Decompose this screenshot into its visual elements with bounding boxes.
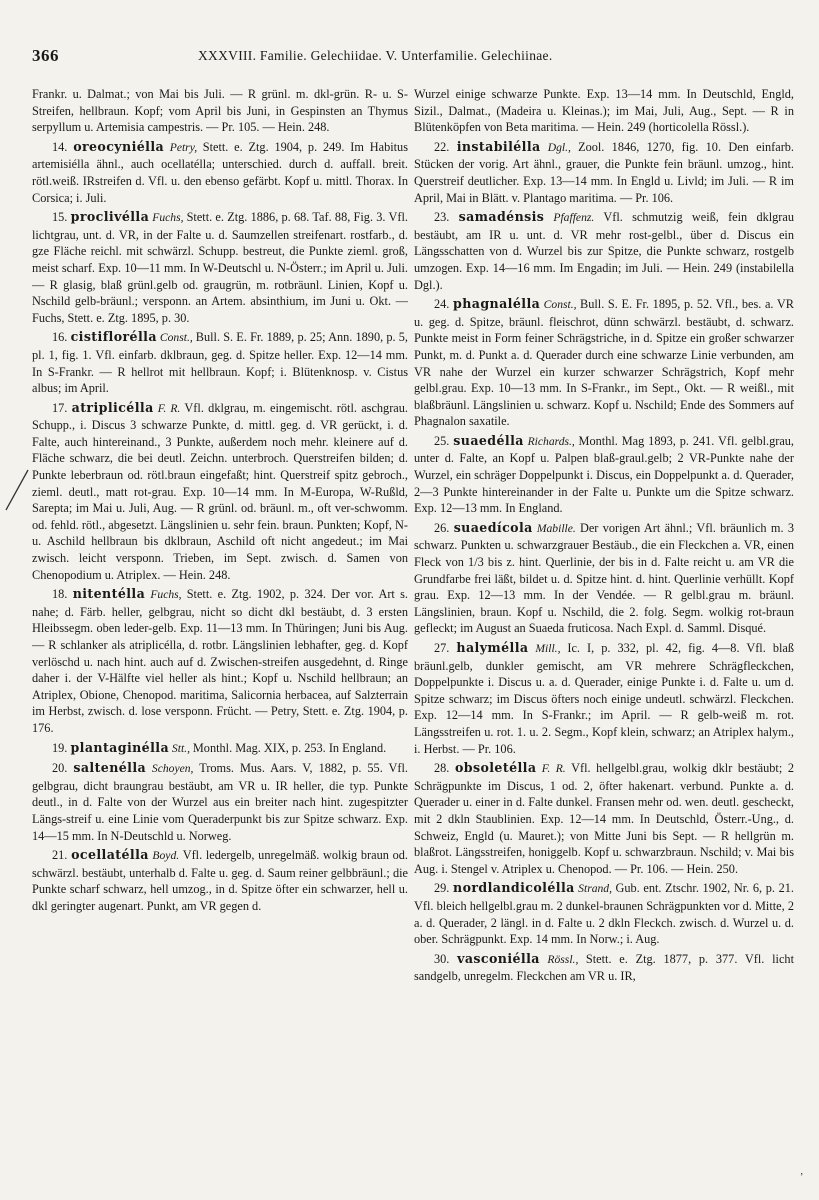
species-name: suaedícola (453, 519, 533, 535)
species-author: Strand, (574, 882, 616, 896)
species-name: nitentélla (72, 586, 146, 602)
entry-number: 27. (434, 641, 457, 655)
running-head: XXXVIII. Familie. Gelechiidae. V. Unterfamilie. Gelechiinae. (198, 48, 553, 63)
species-author: Fuchs, (149, 211, 187, 225)
entry-number: 29. (434, 881, 454, 896)
species-entry (414, 209, 794, 293)
entry-number: 24. (434, 297, 454, 312)
species-author: Dgl., (540, 140, 579, 154)
species-author: F. R. (153, 401, 185, 415)
species-name: halymélla (456, 640, 529, 655)
species-entry (32, 586, 408, 736)
species-author: Richards., (523, 434, 579, 448)
entry-text: Frankr. u. Dalmat.; von Mai bis Juli. — R grünl. m. dkl-grün. R- u. S-Streifen, hellbraun. Kopf; vom April bis Juni, in Gespinsten an Thymus serpyllum u. Artemisia campestris. — Pr. 105. — Hein. 248. (32, 87, 408, 135)
entry-number: 16. (52, 330, 71, 345)
entry-text: Wurzel einige schwarze Punkte. Exp. 13—14 mm. In Deutschld, Engld, Sizil., Dalmat., (Madeira u. Kleinas.); im Mai, Juli, Aug., Sept. — R in Blütenköpfen von Beta maritima. — Hein. 249 (horticolella Rössl.). (414, 87, 794, 135)
species-author: Mabille. (532, 521, 580, 535)
species-entry (414, 433, 794, 517)
species-author: Schoyen, (146, 762, 200, 776)
species-entry (32, 760, 408, 844)
entry-text: Der vorigen Art ähnl.; Vfl. bräunlich m. 3 schwarz. Punkten u. schwarzgrauer Bestäub., die ein Fleckchen a. VR, einen Fleck von 1/3 bis z. hint. Querlinie, der bis in d. Falte reicht u. am VR die Grundfarbe frei läßt, bildet u. d. Spitze hint. d. hint. Querlinie verhüllt. Kopf grau. Exp. 12—13 mm. In der Vendée. — R gelbl.grau m. bräunl. Längslinien, braun. Kopf u. Nschild, die 2. folg. Segm. wolkig rot-braun gefleckt; im August an Suaeda fruticosa. Nach Expl. d. Samml. Disqué. (414, 520, 794, 636)
entry-number: 14. (52, 139, 74, 154)
species-entry (32, 400, 408, 584)
species-author: Mill., (528, 642, 568, 655)
entry-number: 15. (52, 210, 71, 225)
species-entry (32, 740, 408, 758)
species-entry (414, 640, 794, 757)
entry-text: Monthl. Mag 1893, p. 241. Vfl. gelbl.grau, unter d. Falte, an Kopf u. Palpen blaß-graul.gelb; 2 VR-Punkte nahe der Wurzel, ein schräger Doppelpunkt i. Discus, ein Doppelpunkt a. d. Querader, 2—3 Punkte hintereinander in der Falte u. Punkte um die Spitze schwarz. Exp. 12—13 mm. In England. (414, 433, 794, 516)
species-name: vasconiélla (457, 950, 540, 966)
entry-text: Stett. e. Ztg. 1902, p. 324. Der vor. Art s. nahe; d. Färb. heller, gelbgrau, nicht so dicht dkl bestäubt, d. 3 ersten Hleibssegm. oben leder-gelb. Exp. 11—13 mm. In Thüringen; Juni bis Aug. — R schlanker als atriplicélla, d. rotbr. Längslinien lebhafter, geg. d. Kopf verlöschd u. nach hint. auch auf d. Zwischen-streifen ausgedehnt, d. Ringe daher i. der V-Hälfte viel heller als hint.; Kopf u. Nschild hellbraun; an Atriplex, Obione, Chenopod. maritima, Salicornia herbacea, auf Salzterrain im Herbst, zwisch. d. lose versponn. Frücht. — Petry, Stett. e. Ztg. 1904, p. 176. (32, 587, 408, 735)
species-author: Const., (156, 331, 196, 345)
species-author: Petry, (164, 140, 203, 154)
species-entry (32, 847, 408, 914)
page-number: 366 (32, 46, 59, 65)
species-name: obsoletélla (454, 760, 537, 776)
entry-number: 30. (434, 951, 458, 966)
species-name: atriplicélla (71, 399, 154, 415)
entry-number: 20. (52, 761, 74, 776)
species-name: phagnalélla (453, 296, 541, 312)
entry-number: 23. (434, 210, 459, 225)
species-author: Pfaffenz. (544, 211, 604, 225)
species-name: plantaginélla (70, 739, 170, 755)
left-column (32, 86, 408, 1186)
entry-text: Ic. I, p. 332, pl. 42, fig. 4—8. Vfl. blaß bräunl.gelb, dunkler gemischt, am VR mehrere Schrägfleckchen, Doppelpunkte i. Discus u. a. d. Querader, einige Punkte i. d. Falte u. um d. Spitze schwarz; im Discus öfters noch einige undeutl. schwärzl. Fleckchen. Exp. 12—14 mm. In S-Frankr.; im April. — R gelb-weiß m. rot. Längsstreifen u. rot. 1. u. 2. Segm., Kopf klein, schwarz; an Atriplex halym., i. Herbst. — Pr. 106. (414, 641, 794, 756)
species-name: nordlandicolélla (453, 880, 575, 896)
entry-text: Vfl. hellgelbl.grau, wolkig dklr bestäubt; 2 Schrägpunkte im Discus, 1 od. 2, öfter hakenart. verbund. Punkte a. d. Querader u. einer in d. Falte dunkel. Fransen mehr od. wen. deutl. gescheckt, mit 2 dkln Staublinien. Exp. 12—14 mm. In Deutschld, Österr.-Ung., d. Schweiz, Engld (u. Mauret.); von Mitte Juni bis Sept. — R hellgrün m. blaßrot. Längsstreifen, honiggelb. Kopf u. schwarzbraun. Nschild; v. Mai bis Aug. i. Stengel v. Atriplex u. Chenopod. — Pr. 106. — Hein. 250. (414, 761, 794, 876)
species-entry (414, 520, 794, 637)
species-author: Const., (540, 298, 581, 312)
continued-text (32, 86, 408, 136)
species-author: F. R. (536, 762, 572, 776)
species-name: ocellatélla (71, 847, 149, 863)
entry-text: Stett. e. Ztg. 1877, p. 377. Vfl. licht sandgelb, unregelm. Fleckchen am VR u. IR, (414, 951, 794, 984)
right-column (414, 86, 794, 1186)
edge-mark: ʼ (800, 1172, 804, 1183)
entry-text: Vfl. schmutzig weiß, fein dklgrau bestäubt, am IR u. unt. d. VR mehr rost-gelbl., über d. Discus ein Längsschatten von d. Wurzel bis zur Spitze, die Punkte schwarz, rostgelb umzogen. Exp. 14—16 mm. Im Engadin; im Juli. — Hein. 249 (instabilella Dgl.). (414, 210, 794, 292)
species-name: saltenélla (73, 760, 147, 776)
species-entry (32, 329, 408, 396)
entry-text: Monthl. Mag. XIX, p. 253. In England. (192, 740, 387, 755)
entry-text: Stett. e. Ztg. 1904, p. 249. Im Habitus artemisiélla ähnl., auch ocellatélla; unterschied. durch d. auffall. breit. rötl.weiß. IRstreifen d. Vfl. u. den ebenso gefärbt. Kopf u. mittl. Thorax. In Corsica; i. Juli. (32, 139, 408, 205)
species-entry (414, 139, 794, 206)
species-entry (414, 760, 794, 877)
species-entry (414, 880, 794, 947)
entry-text: Bull. S. E. Fr. 1895, p. 52. Vfl., bes. a. VR u. geg. d. Spitze, bräunl. fleischrot, dünn schwärzl. bestäubt, d. schwarz. Punkte meist in Form feiner Schrägstriche, in d. Spitze ein großer schwarzer Punkt, m. d. Punkt a. d. Querader durch eine schwarze Linie verbunden, am VR nahe der Wurzel ein kurzer schwarzer Schrägstrich, Kopf mehr gelbl.grau. Exp. 10—13 mm. In S-Frankr., im Sept., Okt. — R weißl., mit blaßbräunl. Längslinien u. schwarz. Kopf u. Nschild; Ende des Sommers auf Phagnalon saxatile. (414, 297, 794, 429)
entry-number: 17. (52, 400, 72, 415)
entry-text: Gub. ent. Ztschr. 1902, Nr. 6, p. 21. Vfl. bleich hellgelbl.grau m. 2 dunkel-braunen Schrägpunkten vor d. Mitte, 2 a. d. Querader, 2 längl. in d. Falte u. 2 dkln Fleckch. zwisch. d. Wurzel u. d. ober. Schrägpunkt. Exp. 14 mm. In Norw.; i. Aug. (414, 881, 794, 947)
species-name: samadénsis (458, 209, 545, 225)
species-name: instabilélla (456, 138, 541, 154)
entry-number: 25. (434, 433, 454, 448)
entry-number: 28. (434, 761, 455, 776)
continued-text (414, 86, 794, 136)
entry-number: 21. (52, 848, 72, 863)
species-name: oreocyniélla (73, 138, 165, 154)
entry-text: Stett. e. Ztg. 1886, p. 68. Taf. 88, Fig. 3. Vfl. lichtgrau, unt. d. VR, in der Falte u. d. Saumzellen streifenart. rostfarb., d. gze Fläche reichl. mit schwärzl. Schupp. bestreut, die Punkte zieml. groß, meist scharf. Exp. 10—11 mm. In W-Deutschl u. N-Österr.; im April u. Juli. — R glasig, blaß grünl.gelb od. graugrün, m. rotbräunl. Linien, Kopf u. Nschild gelb-bräunl.; versponn. an Artem. absinthium, im Juni u. Okt. — Fuchs, Stett. e. Ztg. 1895, p. 30. (32, 210, 408, 325)
page-header (32, 46, 779, 72)
entry-number: 19. (52, 740, 71, 755)
species-name: proclivélla (70, 209, 150, 225)
margin-pencil-mark (2, 468, 30, 512)
entry-text: Bull. S. E. Fr. 1889, p. 25; Ann. 1890, p. 5, pl. 1, fig. 1. Vfl. einfarb. dklbraun, geg. d. Spitze heller. Exp. 12—14 mm. In S-Frankr. — R hellrot mit hellbraun. Kopf; i. Blütenknosp. v. Cistus albus; im April. (32, 330, 408, 396)
entry-number: 22. (434, 139, 457, 154)
species-entry (32, 139, 408, 206)
entry-text: Zool. 1846, 1270, fig. 10. Den einfarb. Stücken der vorig. Art ähnl., grauer, die Punkte fein bräunl. umzog., hint. Querstreif deutlicher. Exp. 13—14 mm. In Engld u. Livld; im Juli. — R im April, Mai in Blätt. v. Plantago maritima. — Pr. 106. (414, 139, 794, 205)
species-author: Boyd. (148, 849, 183, 863)
entry-text: Vfl. dklgrau, m. eingemischt. rötl. aschgrau. Schupp., i. Discus 3 schwarze Punkte, d. mittl. geg. d. VR gerückt, i. d. Falte, auch hintereinand., 3 Punkte, außerdem noch mehr. kleinere auf d. Fläche schwarz, die bei deutl. Zeichn. unterbroch. Querstreifen bilden; d. Punkte leberbraun od. rötl.braun eingefaßt; hint. Querstreif spitz gebroch., zieml. deutl., matt rot-grau. Exp. 10—14 mm. In M-Europa, W-Rußld, Sarepta; im Mai u. Juli, Aug. — R grünl. od. bräunl. m., oft ver-schwomm. od. fehld. rötl., abgesetzt. Längslinien u. sehr fein. braun. Punkten; Kopf, N- u. Aschild hellbraun bis dklbraun, Aschild oft nicht angedeut.; im Mai zwisch. leicht versponn. Trieben, im Sept. zwisch. d. Samen von Chenopodium u. Atriplex. — Hein. 248. (32, 400, 408, 582)
entry-text: Troms. Mus. Aars. V, 1882, p. 55. Vfl. gelbgrau, dicht braungrau bestäubt, am VR u. IR heller, die typ. Punkte deutl., in d. Falte von der Wurzel aus ein breiter nach hint. zugespitzter Längs-streif u. eine Linie vom Queraderpunkt bis zur Spitze schwarz. Exp. 14—15 mm. In N-Deutschld u. Norweg. (32, 761, 408, 843)
species-name: suaedélla (453, 432, 524, 448)
entry-number: 26. (434, 520, 454, 535)
entry-text: Vfl. ledergelb, unregelmäß. wolkig braun od. schwärzl. bestäubt, unterhalb d. Falte u. geg. d. Saum reiner gelbbräunl.; die Punkte scharf schwarz, hell umzog., in d. Spitze öfter ein schwarzer, hell u. dkl geringter augenart. Punkt, am VR gegen d. (32, 848, 408, 913)
species-entry (414, 951, 794, 985)
entry-number: 18. (52, 587, 73, 602)
species-entry (414, 296, 794, 430)
species-entry (32, 209, 408, 326)
species-author: Rössl., (539, 952, 586, 966)
species-author: Stt., (169, 741, 193, 755)
species-author: Fuchs, (145, 588, 187, 602)
species-name: cistiflorélla (70, 329, 157, 345)
